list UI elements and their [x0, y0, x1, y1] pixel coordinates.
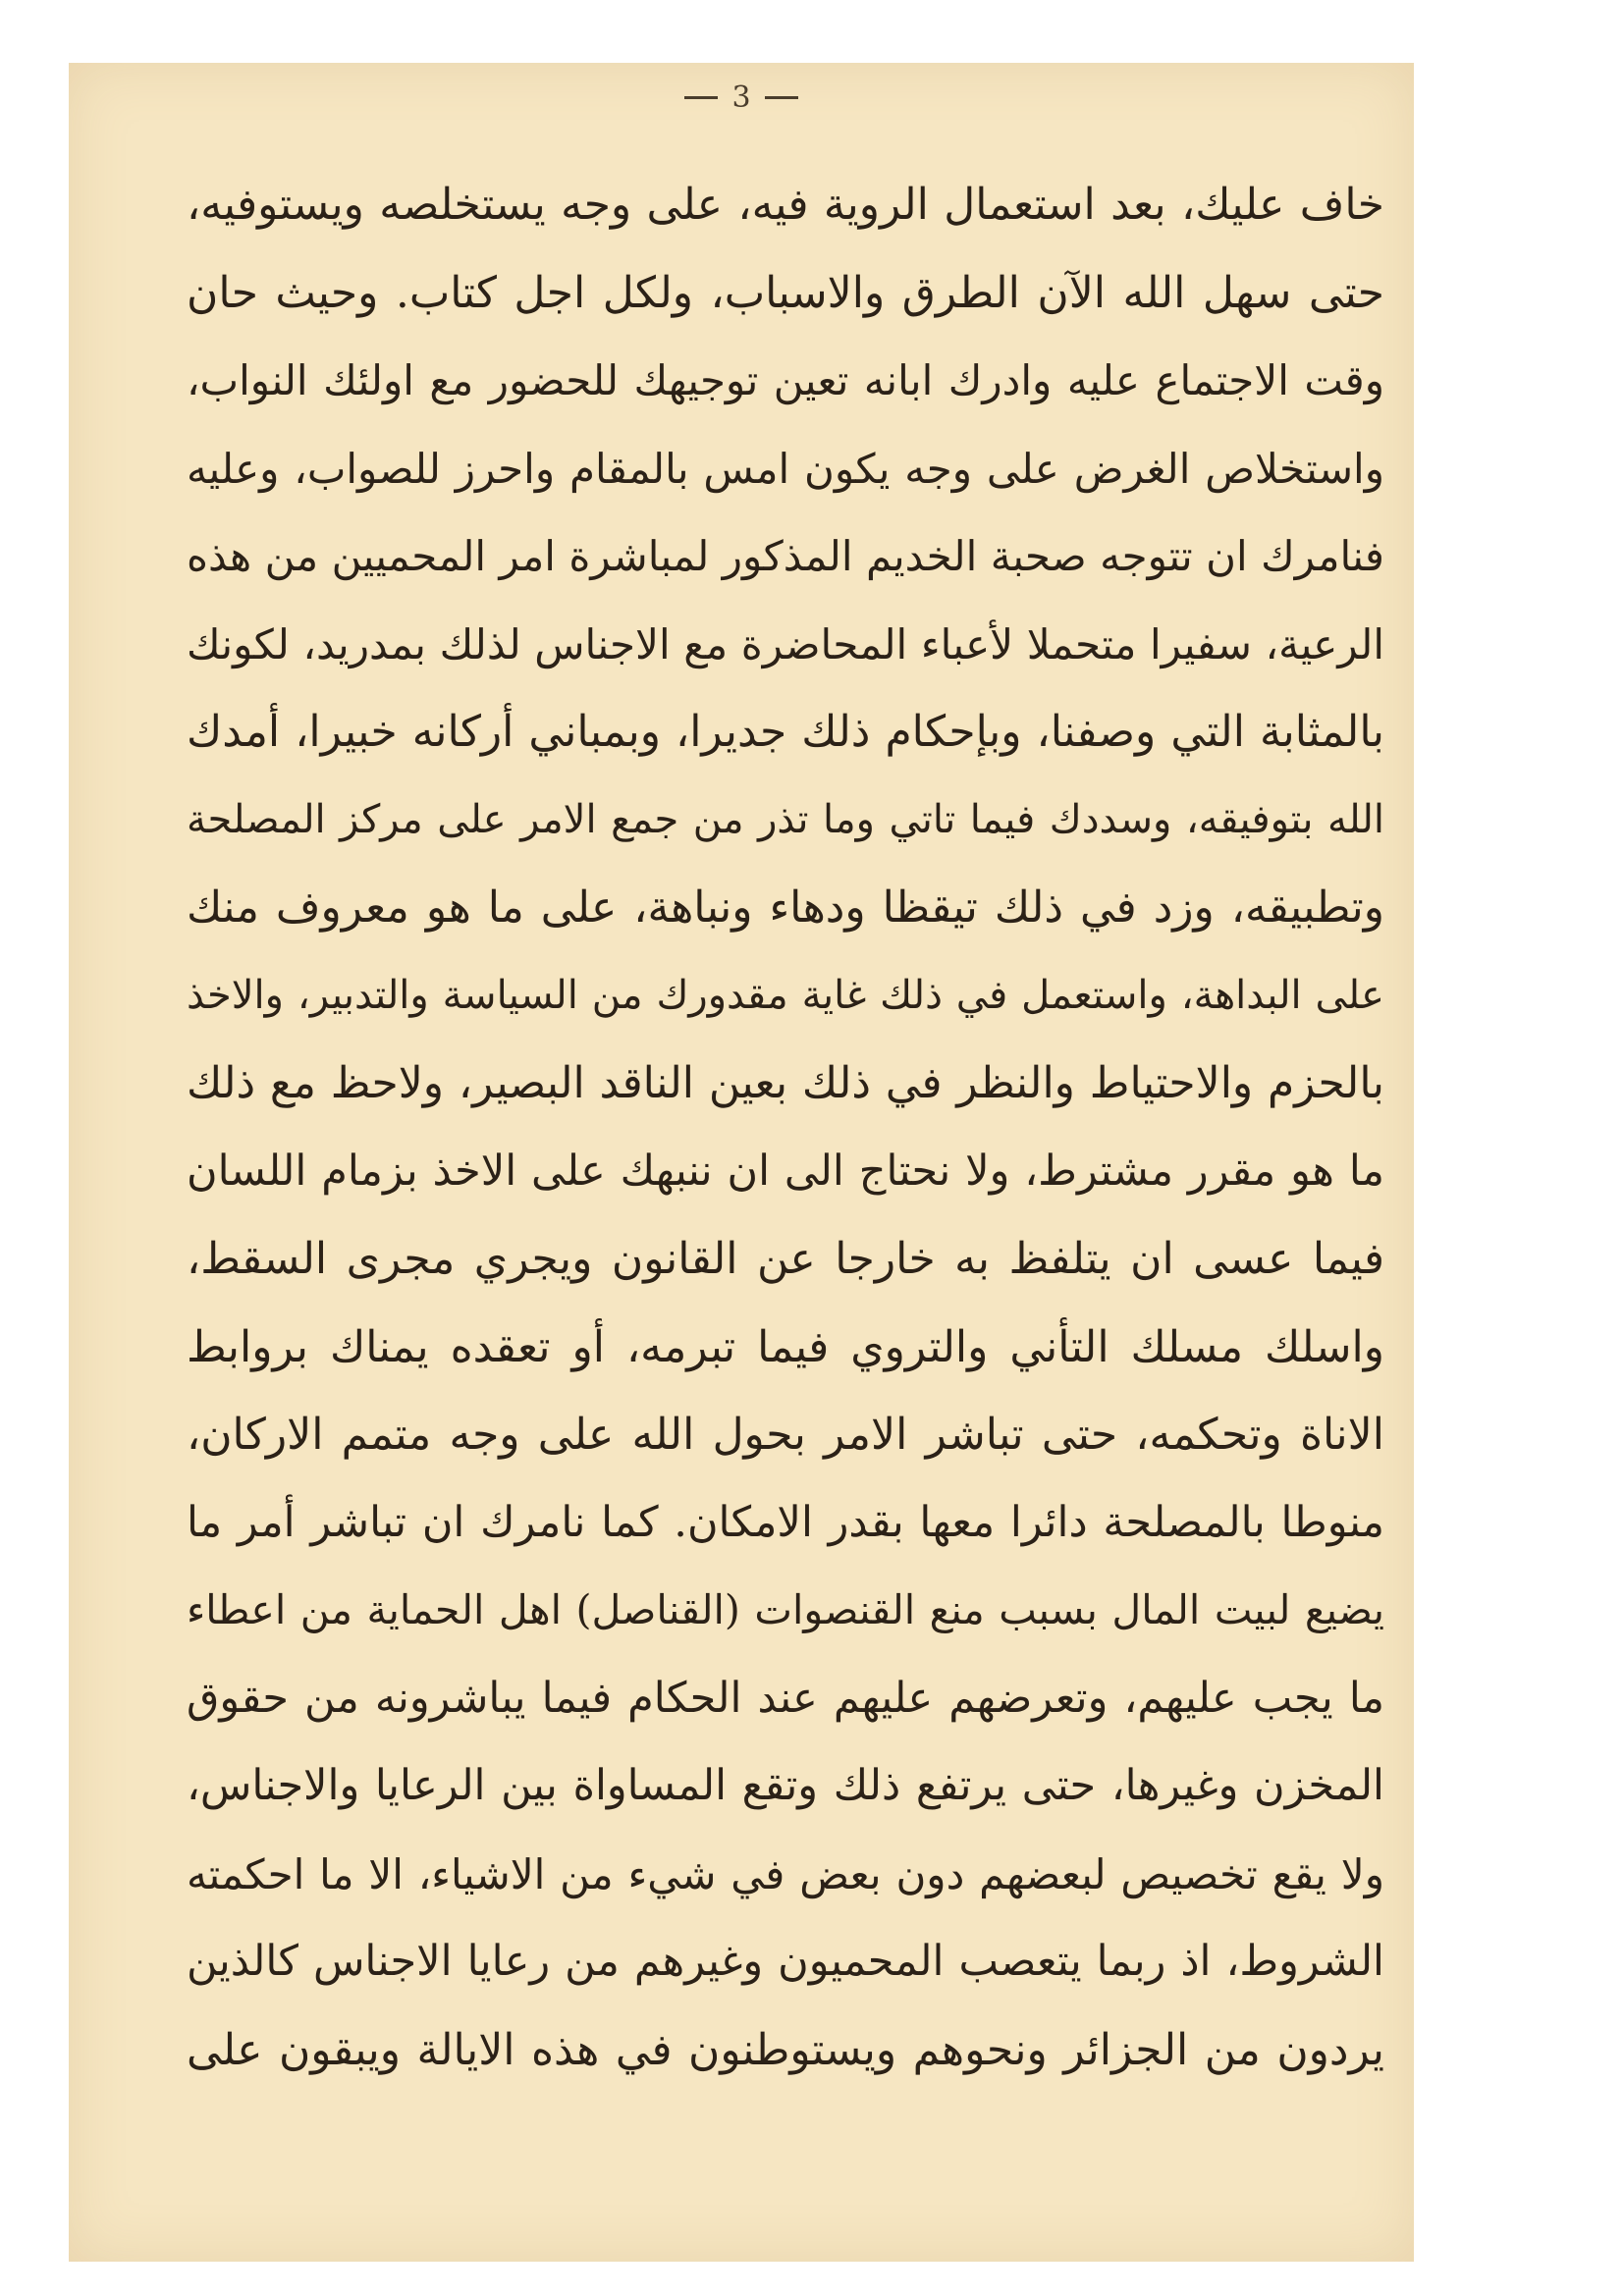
text-line: بالحزم والاحتياط والنظر في ذلك بعين الناقد البصير، ولاحظ مع ذلك: [187, 1058, 1384, 1108]
text-line: وقت الاجتماع عليه وادرك ابانه تعين توجيهك للحضور مع اولئك النواب،: [187, 356, 1384, 404]
text-line: منوطا بالمصلحة دائرا معها بقدر الامكان. كما نامرك ان تباشر أمر ما: [187, 1497, 1384, 1547]
text-line: المخزن وغيرها، حتى يرتفع ذلك وتقع المساواة بين الرعايا والاجناس،: [187, 1761, 1384, 1810]
text-line: الاناة وتحكمه، حتى تباشر الامر بحول الله على وجه متمم الاركان،: [187, 1410, 1384, 1460]
text-line: الله بتوفيقه، وسددك فيما تاتي وما تذر من جمع الامر على مركز المصلحة: [187, 796, 1384, 842]
page-body-text: [187, 161, 1384, 2094]
text-line: الرعية، سفيرا متحملا لأعباء المحاضرة مع الاجناس لذلك بمدريد، لكونك: [187, 619, 1384, 668]
text-line: وتطبيقه، وزد في ذلك تيقظا ودهاء ونباهة، على ما هو معروف منك: [187, 882, 1384, 933]
page-number: 3: [731, 80, 751, 115]
text-line: ما يجب عليهم، وتعرضهم عليهم عند الحكام فيما يباشرونه من حقوق: [187, 1673, 1384, 1723]
text-line: واسلك مسلك التأني والتروي فيما تبرمه، أو تعقده يمناك بروابط: [187, 1321, 1384, 1372]
text-line: بالمثابة التي وصفنا، وبإحكام ذلك جديرا، وبمباني أركانه خبيرا، أمدك: [187, 707, 1384, 757]
folio-dash-left: [684, 96, 718, 99]
text-line: حتى سهل الله الآن الطرق والاسباب، ولكل اجل كتاب. وحيث حان: [187, 267, 1384, 318]
text-line: يضيع لبيت المال بسبب منع القنصوات (القناصل) اهل الحماية من اعطاء: [187, 1586, 1384, 1633]
text-line: على البداهة، واستعمل في ذلك غاية مقدورك من السياسة والتدبير، والاخذ: [187, 972, 1384, 1018]
text-line: ما هو مقرر مشترط، ولا نحتاج الى ان ننبهك على الاخذ بزمام اللسان: [187, 1146, 1384, 1196]
text-line: واستخلاص الغرض على وجه يكون امس بالمقام واحرز للصواب، وعليه: [187, 444, 1384, 493]
book-page: [69, 63, 1414, 2262]
text-line: يردون من الجزائر ونحوهم ويستوطنون في هذه الايالة ويبقون على: [187, 2024, 1384, 2075]
folio-dash-right: [765, 96, 798, 99]
text-line: الشروط، اذ ربما يتعصب المحميون وغيرهم من رعايا الاجناس كالذين: [187, 1937, 1384, 1986]
text-line: ولا يقع تخصيص لبعضهم دون بعض في شيء من الاشياء، الا ما احكمته: [187, 1849, 1384, 1898]
text-line: فنامرك ان تتوجه صحبة الخديم المذكور لمباشرة امر المحميين من هذه: [187, 532, 1384, 580]
page-number-header: [69, 63, 1414, 132]
text-line: فيما عسى ان يتلفظ به خارجا عن القانون ويجري مجرى السقط،: [187, 1234, 1384, 1284]
text-line: خاف عليك، بعد استعمال الروية فيه، على وجه يستخلصه ويستوفيه،: [187, 180, 1384, 230]
